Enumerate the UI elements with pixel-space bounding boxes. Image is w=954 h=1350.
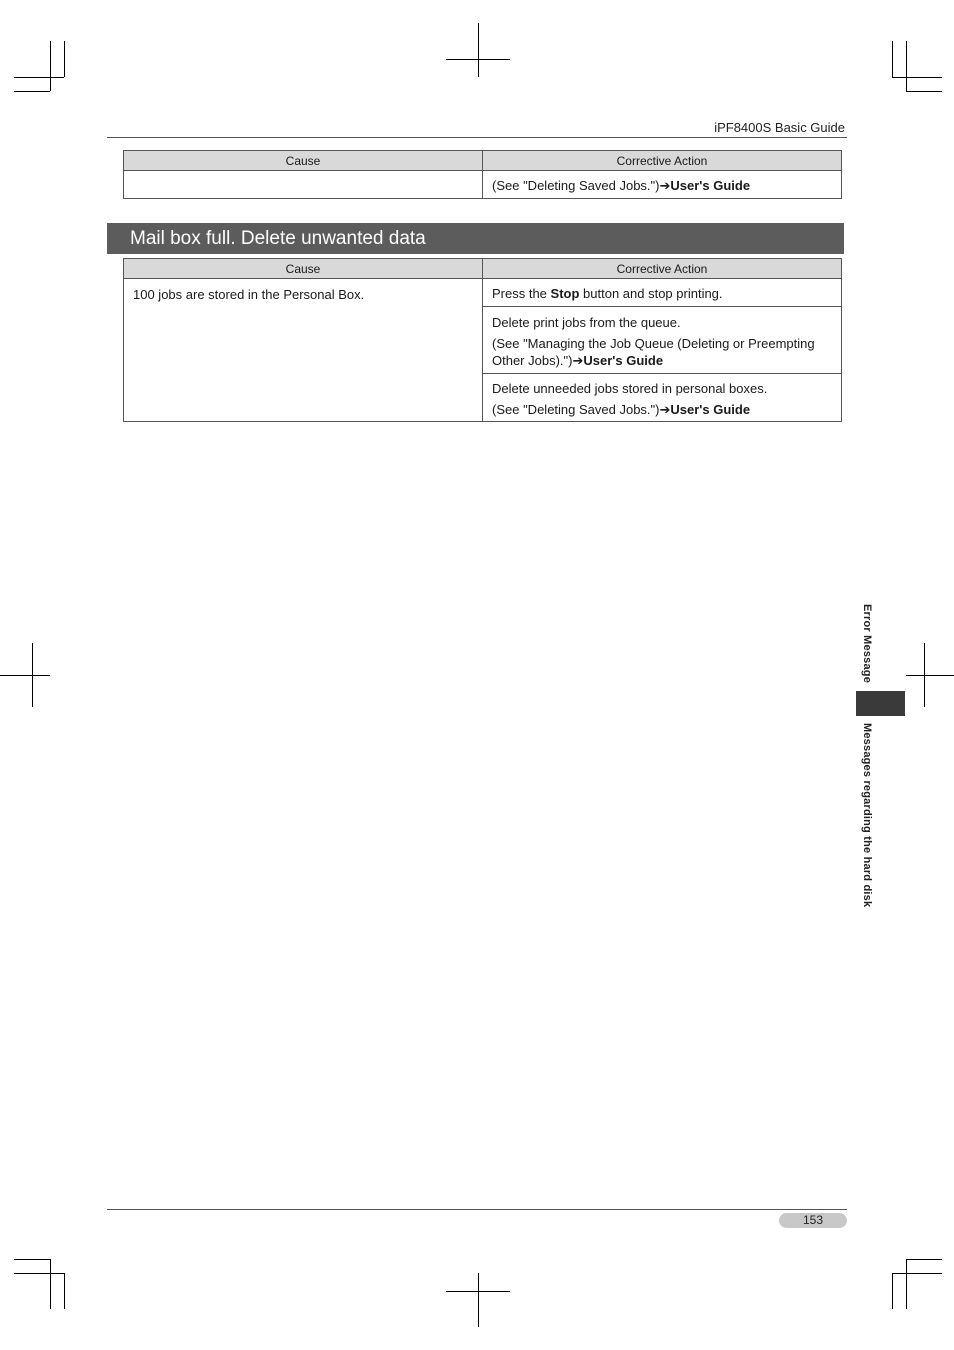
- cause-cell: [124, 171, 483, 199]
- action-text: Delete print jobs from the queue.: [492, 315, 681, 330]
- footer-divider: [107, 1209, 847, 1210]
- action-text: button and stop printing.: [579, 286, 723, 301]
- reference-text: (See "Managing the Job Queue (Deleting or Preempting Other Jobs)."): [492, 336, 815, 368]
- header-title: iPF8400S Basic Guide: [714, 120, 845, 135]
- side-tab-chapter: Error Message: [861, 604, 873, 684]
- action-cell: [483, 279, 842, 307]
- mailbox-full-table: [123, 258, 842, 422]
- page-number: 153: [779, 1213, 847, 1228]
- header-divider: [107, 137, 847, 138]
- column-header-cause: Cause: [124, 151, 483, 171]
- action-text: Delete unneeded jobs stored in personal boxes.: [492, 381, 768, 396]
- column-header-cause: Cause: [124, 259, 483, 279]
- side-tab-section: Messages regarding the hard disk: [861, 723, 873, 908]
- reference-text: (See "Deleting Saved Jobs."): [492, 402, 660, 417]
- column-header-corrective-action: Corrective Action: [483, 151, 842, 171]
- stop-button-label: Stop: [550, 286, 580, 301]
- reference-text: (See "Deleting Saved Jobs."): [492, 178, 660, 193]
- arrow-right-icon: ➔: [572, 353, 584, 368]
- table-row: [124, 171, 842, 199]
- arrow-right-icon: ➔: [659, 402, 671, 417]
- arrow-right-icon: ➔: [659, 178, 671, 193]
- section-heading: Mail box full. Delete unwanted data: [107, 223, 844, 254]
- action-cell: [483, 171, 842, 199]
- table-row: [124, 279, 842, 307]
- users-guide-link[interactable]: User's Guide: [583, 353, 664, 368]
- cause-cell: 100 jobs are stored in the Personal Box.: [124, 279, 483, 422]
- side-tab-marker: [856, 691, 905, 716]
- action-cell: [483, 374, 842, 422]
- users-guide-link[interactable]: User's Guide: [670, 178, 751, 193]
- action-cell: [483, 307, 842, 374]
- continued-table: [123, 150, 842, 199]
- column-header-corrective-action: Corrective Action: [483, 259, 842, 279]
- users-guide-link[interactable]: User's Guide: [670, 402, 751, 417]
- action-text: Press the: [492, 286, 551, 301]
